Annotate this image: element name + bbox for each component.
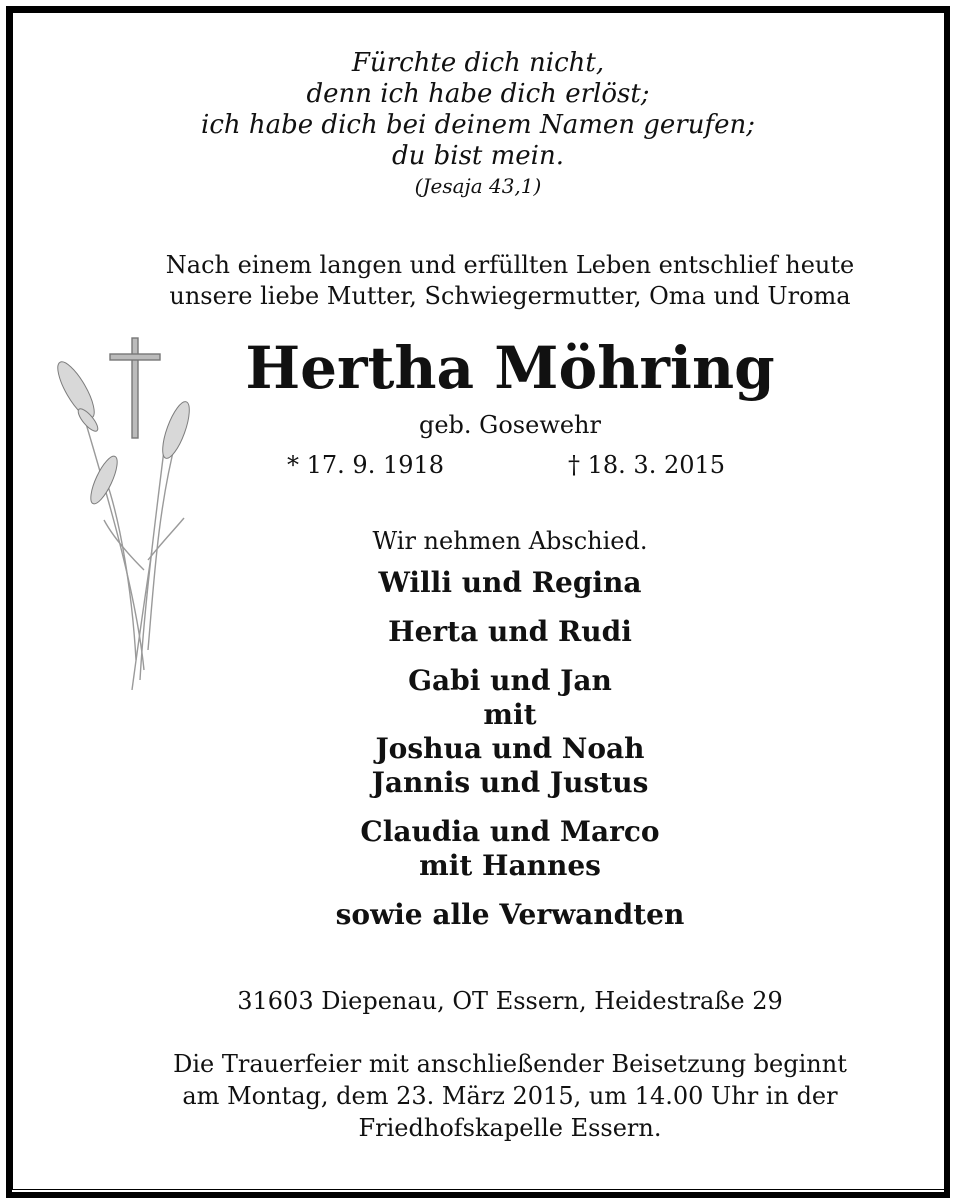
mourner-line: Herta und Rudi (388, 615, 632, 648)
mourner-line: mit (483, 698, 537, 731)
verse-line: du bist mein. (391, 141, 565, 171)
intro-line: unsere liebe Mutter, Schwiegermutter, Oma und Uroma (169, 282, 851, 310)
funeral-line: Die Trauerfeier mit anschließender Beisetzung beginnt (173, 1050, 847, 1078)
mourners-list (0, 566, 956, 947)
funeral-line: am Montag, dem 23. März 2015, um 14.00 Uhr in der (182, 1082, 838, 1110)
mourner-group (0, 664, 956, 800)
mourner-group (0, 815, 956, 883)
birth-date: * 17. 9. 1918 (287, 451, 445, 479)
mourner-line: sowie alle Verwandten (335, 898, 685, 931)
death-date: † 18. 3. 2015 (568, 451, 726, 479)
funeral-notice (0, 1048, 956, 1144)
address: 31603 Diepenau, OT Essern, Heidestraße 29 (237, 987, 783, 1015)
mourner-group (0, 615, 956, 649)
farewell-text: Wir nehmen Abschied. (372, 527, 648, 555)
verse-line: ich habe dich bei deinem Namen gerufen; (201, 110, 755, 140)
birth-name: geb. Gosewehr (418, 411, 601, 439)
verse-line: Fürchte dich nicht, (351, 48, 605, 78)
bible-verse (0, 48, 956, 200)
mourner-line: Jannis und Justus (371, 766, 649, 799)
mourner-line: mit Hannes (419, 849, 601, 882)
mourner-group (0, 898, 956, 932)
mourner-group (0, 566, 956, 600)
mourner-line: Claudia und Marco (360, 815, 660, 848)
mourner-line: Willi und Regina (378, 566, 642, 599)
verse-line: denn ich habe dich erlöst; (306, 79, 650, 109)
intro-text (0, 250, 956, 312)
intro-line: Nach einem langen und erfüllten Leben entschlief heute (165, 251, 855, 279)
funeral-line: Friedhofskapelle Essern. (358, 1114, 662, 1142)
mourner-line: Joshua und Noah (375, 732, 645, 765)
mourner-line: Gabi und Jan (408, 664, 612, 697)
deceased-name: Hertha Möhring (245, 334, 775, 402)
verse-reference: (Jesaja 43,1) (414, 174, 542, 198)
